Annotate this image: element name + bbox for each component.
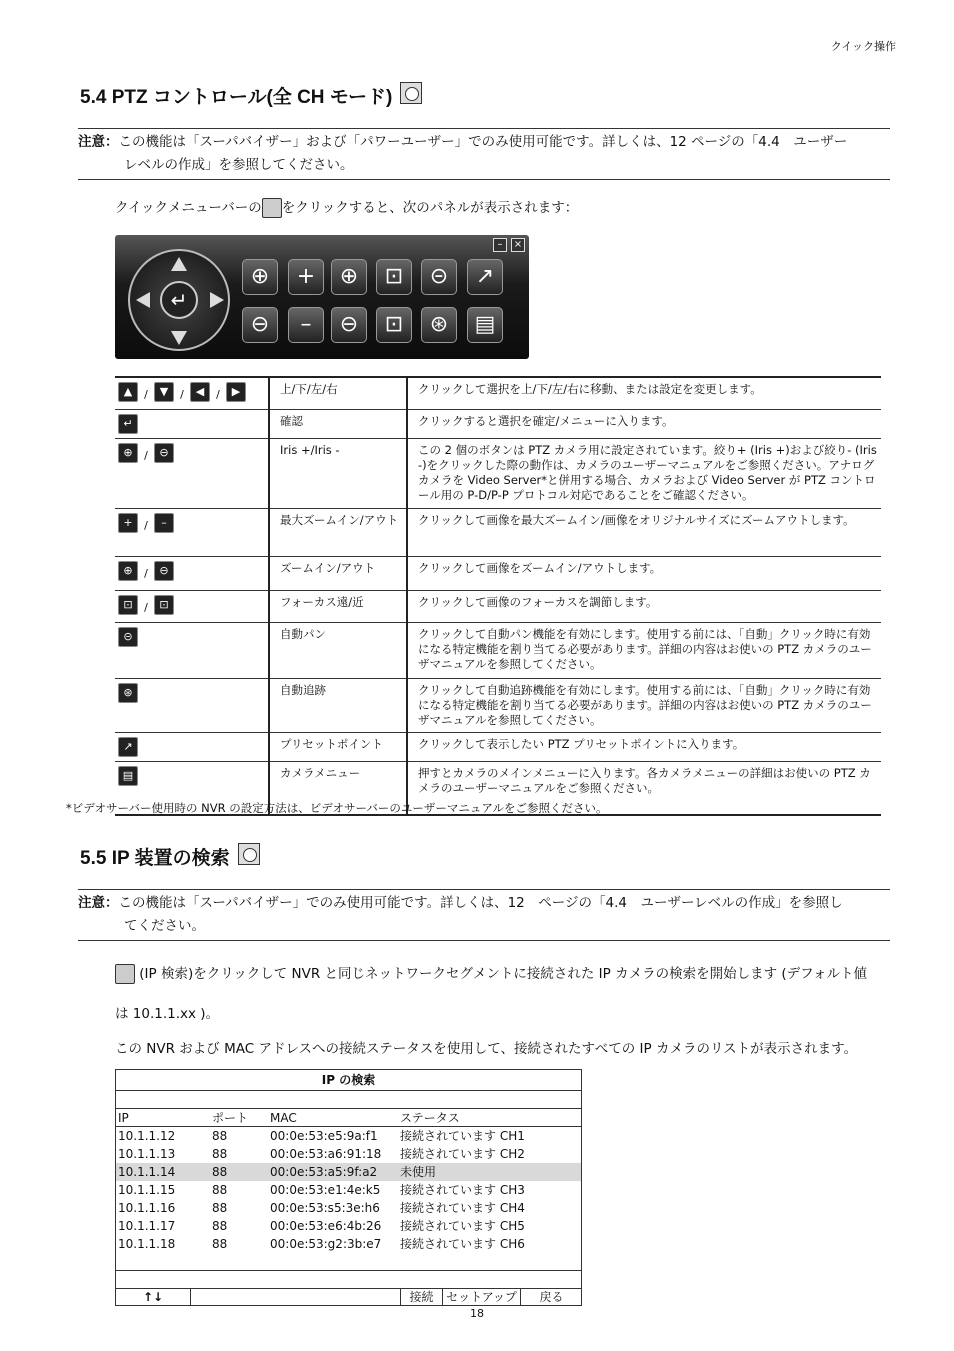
ip-search-icon <box>115 964 135 984</box>
ip-list-row[interactable] <box>116 1235 581 1253</box>
separator: / <box>144 448 148 462</box>
cell-ip: 10.1.1.14 <box>118 1165 176 1179</box>
col-port: ポート <box>212 1111 249 1125</box>
column-headers <box>116 1109 581 1127</box>
ptz-button-icon: ↵ <box>118 414 138 434</box>
enter-button[interactable]: ↵ <box>160 281 198 319</box>
footnote: *ビデオサーバー使用時の NVR の設定方法は、ビデオサーバーのユーザーマニュアルをご参照ください。 <box>66 801 608 815</box>
ptz-button-table <box>115 376 881 816</box>
button-description: この 2 個のボタンは PTZ カメラ用に設定されています。絞り+ (Iris +)および絞り- (Iris -)をクリックした際の動作は、カメラのユーザーマニュアルをご参照ください。アナログカメラを Video Server*と併用する場合、カメラおよび Video Server が PTZ コントロール用の P-D/P-P プロトコル対応であることをご確認ください。 <box>407 438 881 508</box>
cell-port: 88 <box>212 1183 228 1197</box>
section-title-5-4: 5.4 PTZ コントロール(全 CH モード) <box>80 82 422 109</box>
col-mac: MAC <box>270 1111 297 1125</box>
running-header: クイック操作 <box>830 40 896 53</box>
separator: / <box>144 518 148 532</box>
table-row <box>115 678 881 732</box>
cell-mac: 00:0e:53:a5:9f:a2 <box>270 1165 378 1179</box>
button-name: 確認 <box>269 409 407 438</box>
col-ip: IP <box>118 1111 129 1125</box>
ptz-button-icon: ⊡ <box>154 595 174 615</box>
cell-port: 88 <box>212 1165 228 1179</box>
window-title: IP の検索 <box>116 1070 581 1091</box>
button-description: クリックして選択を上/下/左/右に移動、または設定を変更します。 <box>407 377 881 409</box>
max-zoom-out-button[interactable]: – <box>288 307 324 343</box>
note-text: この機能は「スーパバイザー」でのみ使用可能です。詳しくは、12 ページの「4.4 ユーザーレベルの作成」を参照し <box>118 895 843 911</box>
up-arrow-icon[interactable] <box>171 257 187 271</box>
page-number: 18 <box>470 1307 484 1320</box>
button-name: プリセットポイント <box>269 732 407 761</box>
cell-status: 未使用 <box>400 1165 437 1179</box>
button-name: 自動パン <box>269 622 407 678</box>
ptz-button-icon: ⊖ <box>154 561 174 581</box>
ip-search-window <box>115 1069 582 1306</box>
button-description: クリックして画像をズームイン/アウトします。 <box>407 556 881 590</box>
button-name: ズームイン/アウト <box>269 556 407 590</box>
intro-text: クイックメニューバーの をクリックすると、次のパネルが表示されます： <box>115 200 579 216</box>
cell-port: 88 <box>212 1201 228 1215</box>
footer-spacer <box>190 1289 400 1306</box>
button-name: 自動追跡 <box>269 678 407 732</box>
icon-cell <box>115 438 269 508</box>
cell-status: 接続されています CH3 <box>400 1183 525 1197</box>
note-text-cont: レベルの作成」を参照してください。 <box>124 157 354 173</box>
cell-mac: 00:0e:53:e1:4e:k5 <box>270 1183 381 1197</box>
table-row <box>115 590 881 622</box>
separator: / <box>216 388 220 401</box>
table-row <box>115 438 881 508</box>
cell-ip: 10.1.1.16 <box>118 1201 176 1215</box>
ip-search-icon <box>238 843 260 865</box>
icon-cell <box>115 409 269 438</box>
table-row <box>115 556 881 590</box>
cell-mac: 00:0e:53:e5:9a:f1 <box>270 1129 378 1143</box>
ptz-button-icon: ↗ <box>118 737 138 757</box>
ptz-button-icon: ▼ <box>154 382 174 402</box>
focus-far-button[interactable]: ⊡ <box>376 259 412 295</box>
icon-cell <box>115 678 269 732</box>
left-arrow-icon[interactable] <box>136 292 150 308</box>
icon-cell <box>115 590 269 622</box>
ptz-button-icon: – <box>154 513 174 533</box>
ip-list-row[interactable] <box>116 1181 581 1199</box>
minimize-button[interactable]: – <box>493 238 507 252</box>
cell-mac: 00:0e:53:e6:4b:26 <box>270 1219 382 1233</box>
focus-near-button[interactable]: ⊡ <box>376 307 412 343</box>
ptz-control-panel <box>115 235 529 359</box>
icon-cell <box>115 732 269 761</box>
note-text: この機能は「スーパバイザー」および「パワーユーザー」でのみ使用可能です。詳しくは、12 ページの「4.4 ユーザー <box>118 134 848 150</box>
section-title-5-5: 5.5 IP 装置の検索 <box>80 843 260 870</box>
button-description: クリックして表示したい PTZ プリセットポイントに入ります。 <box>407 732 881 761</box>
cell-status: 接続されています CH5 <box>400 1219 525 1233</box>
ptz-button-icon: + <box>118 513 138 533</box>
ptz-button-icon: ▶ <box>226 382 246 402</box>
ip-list-row[interactable] <box>116 1145 581 1163</box>
right-arrow-icon[interactable] <box>210 292 224 308</box>
col-status: ステータス <box>400 1111 460 1125</box>
button-description: クリックして自動追跡機能を有効にします。使用する前には、「自動」クリック時に有効になる特定機能を割り当てる必要があります。詳細の内容はお使いの PTZ カメラのユーザマニュアルを参照してください。 <box>407 678 881 732</box>
button-name: 上/下/左/右 <box>269 377 407 409</box>
cell-status: 接続されています CH4 <box>400 1201 525 1215</box>
auto-track-button[interactable]: ⊛ <box>421 307 457 343</box>
table-row <box>115 622 881 678</box>
note-5-4: 注意：この機能は「スーパバイザー」および「パワーユーザー」でのみ使用可能です。詳しくは、12 ページの「4.4 ユーザー レベルの作成」を参照してください。 <box>78 128 890 180</box>
cell-status: 接続されています CH6 <box>400 1237 525 1251</box>
ptz-button-icon: ▤ <box>118 766 138 786</box>
scroll-arrows-button[interactable]: ↑↓ <box>142 1290 164 1304</box>
button-description: 押すとカメラのメインメニューに入ります。各カメラメニューの詳細はお使いの PTZ カメラのユーザーマニュアルをご参照ください。 <box>407 761 881 815</box>
connect-button[interactable]: 接続 <box>400 1289 442 1306</box>
ptz-button-icon: ⊛ <box>118 683 138 703</box>
table-row <box>115 377 881 409</box>
ip-list-row[interactable] <box>116 1217 581 1235</box>
cell-ip: 10.1.1.12 <box>118 1129 176 1143</box>
cell-ip: 10.1.1.17 <box>118 1219 176 1233</box>
ptz-button-icon: ⊖ <box>154 443 174 463</box>
ip-list-row[interactable] <box>116 1127 581 1145</box>
zoom-out-button[interactable]: ⊖ <box>331 307 367 343</box>
cell-port: 88 <box>212 1219 228 1233</box>
cell-mac: 00:0e:53:g2:3b:e7 <box>270 1237 382 1251</box>
cell-ip: 10.1.1.15 <box>118 1183 176 1197</box>
ptz-button-icon: ⊕ <box>118 561 138 581</box>
auto-pan-button[interactable]: ⊝ <box>421 259 457 295</box>
icon-cell <box>115 556 269 590</box>
note-label: 注意 <box>78 895 105 911</box>
button-name: フォーカス遠/近 <box>269 590 407 622</box>
ip-list-row[interactable] <box>116 1199 581 1217</box>
camera-menu-button[interactable]: ▤ <box>467 307 503 343</box>
ptz-icon <box>262 198 282 218</box>
iris-minus-button[interactable]: ⊖ <box>242 307 278 343</box>
ptz-icon <box>400 82 422 104</box>
direction-pad <box>128 249 230 351</box>
button-description: クリックして画像を最大ズームイン/画像をオリジナルサイズにズームアウトします。 <box>407 508 881 556</box>
ip-list-para: この NVR および MAC アドレスへの接続ステータスを使用して、接続されたすべての IP カメラのリストが表示されます。 <box>115 1041 858 1057</box>
button-description: クリックして画像のフォーカスを調節します。 <box>407 590 881 622</box>
button-name: カメラメニュー <box>269 761 407 815</box>
table-row <box>115 508 881 556</box>
separator: / <box>144 566 148 580</box>
table-row <box>115 409 881 438</box>
ptz-button-icon: ⊝ <box>118 627 138 647</box>
preset-button[interactable]: ↗ <box>467 259 503 295</box>
ptz-button-icon: ◀ <box>190 382 210 402</box>
cell-port: 88 <box>212 1129 228 1143</box>
icon-cell <box>115 508 269 556</box>
cell-status: 接続されています CH2 <box>400 1147 525 1161</box>
separator: / <box>144 388 148 401</box>
separator: / <box>144 600 148 614</box>
table-row <box>115 732 881 761</box>
ptz-button-icon: ⊡ <box>118 595 138 615</box>
ip-list-row[interactable] <box>116 1163 581 1181</box>
button-name: 最大ズームイン/アウト <box>269 508 407 556</box>
icon-cell <box>115 622 269 678</box>
button-description: クリックすると選択を確定/メニューに入ります。 <box>407 409 881 438</box>
button-description: クリックして自動パン機能を有効にします。使用する前には、「自動」クリック時に有効になる特定機能を割り当てる必要があります。詳細の内容はお使いの PTZ カメラのユーザマニュアルを参照してください。 <box>407 622 881 678</box>
close-button[interactable]: × <box>511 238 525 252</box>
ptz-button-icon: ▲ <box>118 382 138 402</box>
ip-search-para-cont: は 10.1.1.xx )。 <box>115 1006 220 1022</box>
cell-port: 88 <box>212 1147 228 1161</box>
note-label: 注意 <box>78 134 105 150</box>
ip-search-para: (IP 検索)をクリックして NVR と同じネットワークセグメントに接続された IP カメラの検索を開始します (デフォルト値 <box>115 962 867 984</box>
note-text-cont: てください。 <box>124 918 205 934</box>
iris-plus-button[interactable]: ⊕ <box>242 259 278 295</box>
cell-mac: 00:0e:53:s5:3e:h6 <box>270 1201 380 1215</box>
cell-ip: 10.1.1.18 <box>118 1237 176 1251</box>
cell-port: 88 <box>212 1237 228 1251</box>
cell-mac: 00:0e:53:a6:91:18 <box>270 1147 382 1161</box>
note-5-5: 注意：この機能は「スーパバイザー」でのみ使用可能です。詳しくは、12 ページの「4.4 ユーザーレベルの作成」を参照し てください。 <box>78 889 890 941</box>
max-zoom-in-button[interactable]: + <box>288 259 324 295</box>
down-arrow-icon[interactable] <box>171 331 187 345</box>
button-name: Iris +/Iris - <box>269 438 407 508</box>
window-footer <box>116 1289 581 1306</box>
zoom-in-button[interactable]: ⊕ <box>331 259 367 295</box>
cell-status: 接続されています CH1 <box>400 1129 525 1143</box>
separator: / <box>180 388 184 401</box>
icon-cell <box>115 377 269 409</box>
ptz-button-icon: ⊕ <box>118 443 138 463</box>
setup-button[interactable]: セットアップ <box>442 1289 520 1306</box>
cell-ip: 10.1.1.13 <box>118 1147 176 1161</box>
back-button[interactable]: 戻る <box>520 1289 582 1306</box>
